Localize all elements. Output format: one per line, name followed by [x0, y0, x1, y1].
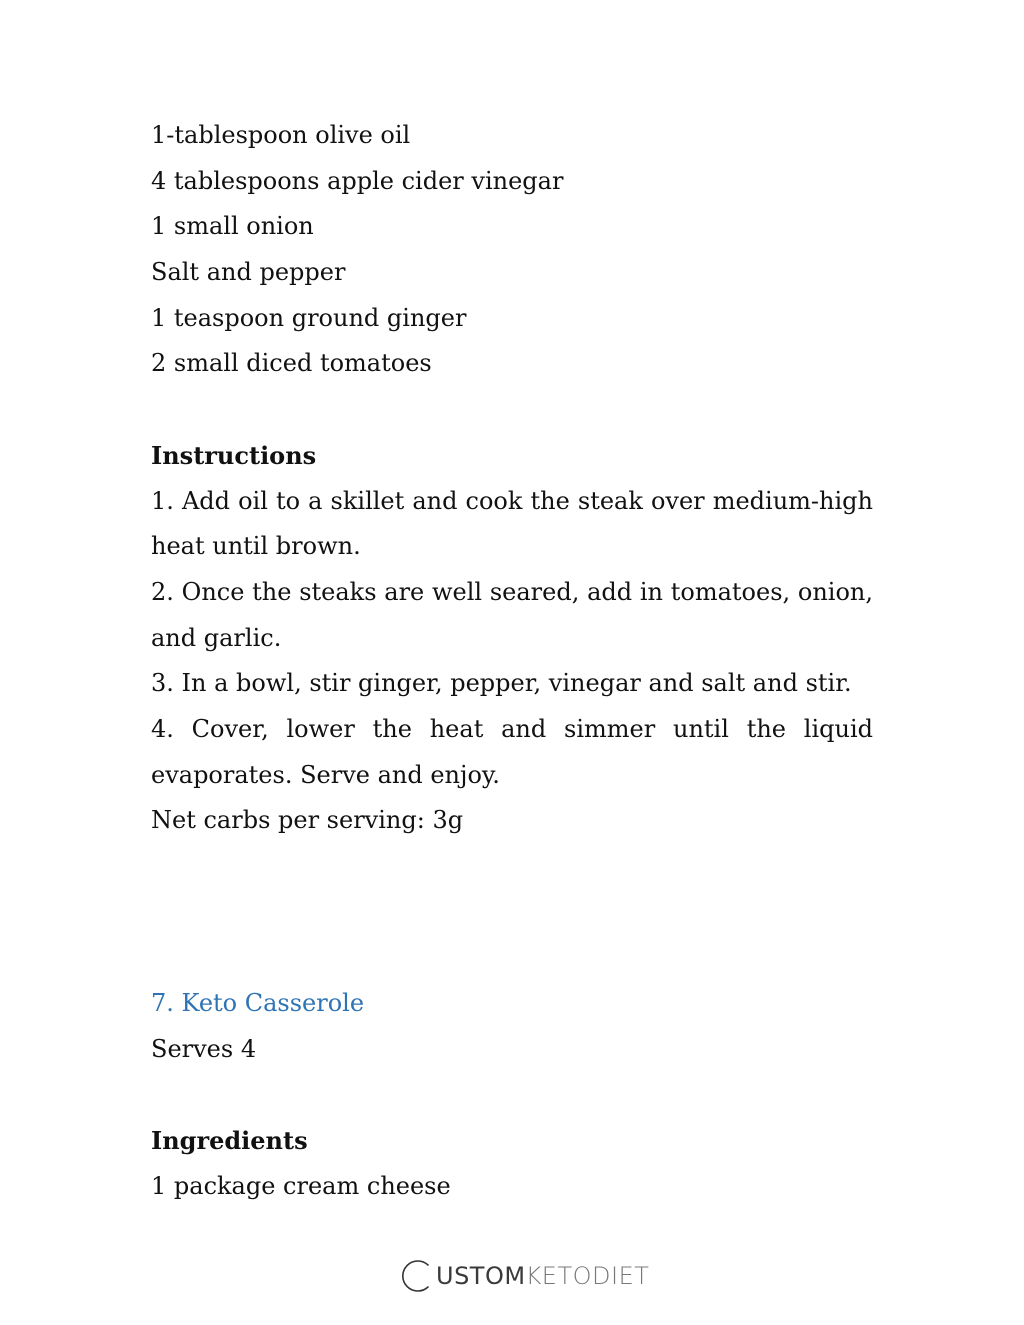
spacer [151, 844, 873, 981]
recipe-title: 7. Keto Casserole [151, 989, 365, 1018]
ingredient-line: Salt and pepper [151, 258, 346, 287]
spacer [151, 1072, 873, 1118]
ingredient-line: 4 tablespoons apple cider vinegar [151, 166, 564, 195]
ingredient-line: 1 package cream cheese [151, 1171, 451, 1200]
logo-text-light: KETODIET [525, 1262, 650, 1290]
instructions-heading: Instructions [151, 440, 317, 470]
serves-count: Serves 4 [151, 1034, 257, 1063]
ingredient-line: 1-tablespoon olive oil [151, 121, 411, 149]
instruction-step: 1. Add oil to a skillet and cook the steak over medium-high heat until brown. [151, 486, 873, 561]
instruction-step: 4. Cover, lower the heat and simmer until the liquid evaporates. Serve and enjoy. [151, 715, 873, 789]
ingredient-line: 1 teaspoon ground ginger [151, 303, 467, 332]
ingredient-line: 2 small diced tomatoes [151, 349, 432, 378]
customketodiet-logo [398, 1255, 649, 1297]
logo-text-strong: USTOM [436, 1262, 526, 1290]
spacer [151, 387, 873, 433]
instruction-step: 3. In a bowl, stir ginger, pepper, vinegar and salt and stir. [151, 669, 852, 698]
logo-c-icon [398, 1257, 436, 1295]
net-carbs: Net carbs per serving: 3g [151, 806, 464, 835]
ingredient-line: 1 small onion [151, 212, 314, 241]
document-page [151, 113, 873, 1210]
instruction-step: 2. Once the steaks are well seared, add in tomatoes, onion, and garlic. [151, 577, 873, 652]
ingredients-heading: Ingredients [151, 1126, 308, 1156]
